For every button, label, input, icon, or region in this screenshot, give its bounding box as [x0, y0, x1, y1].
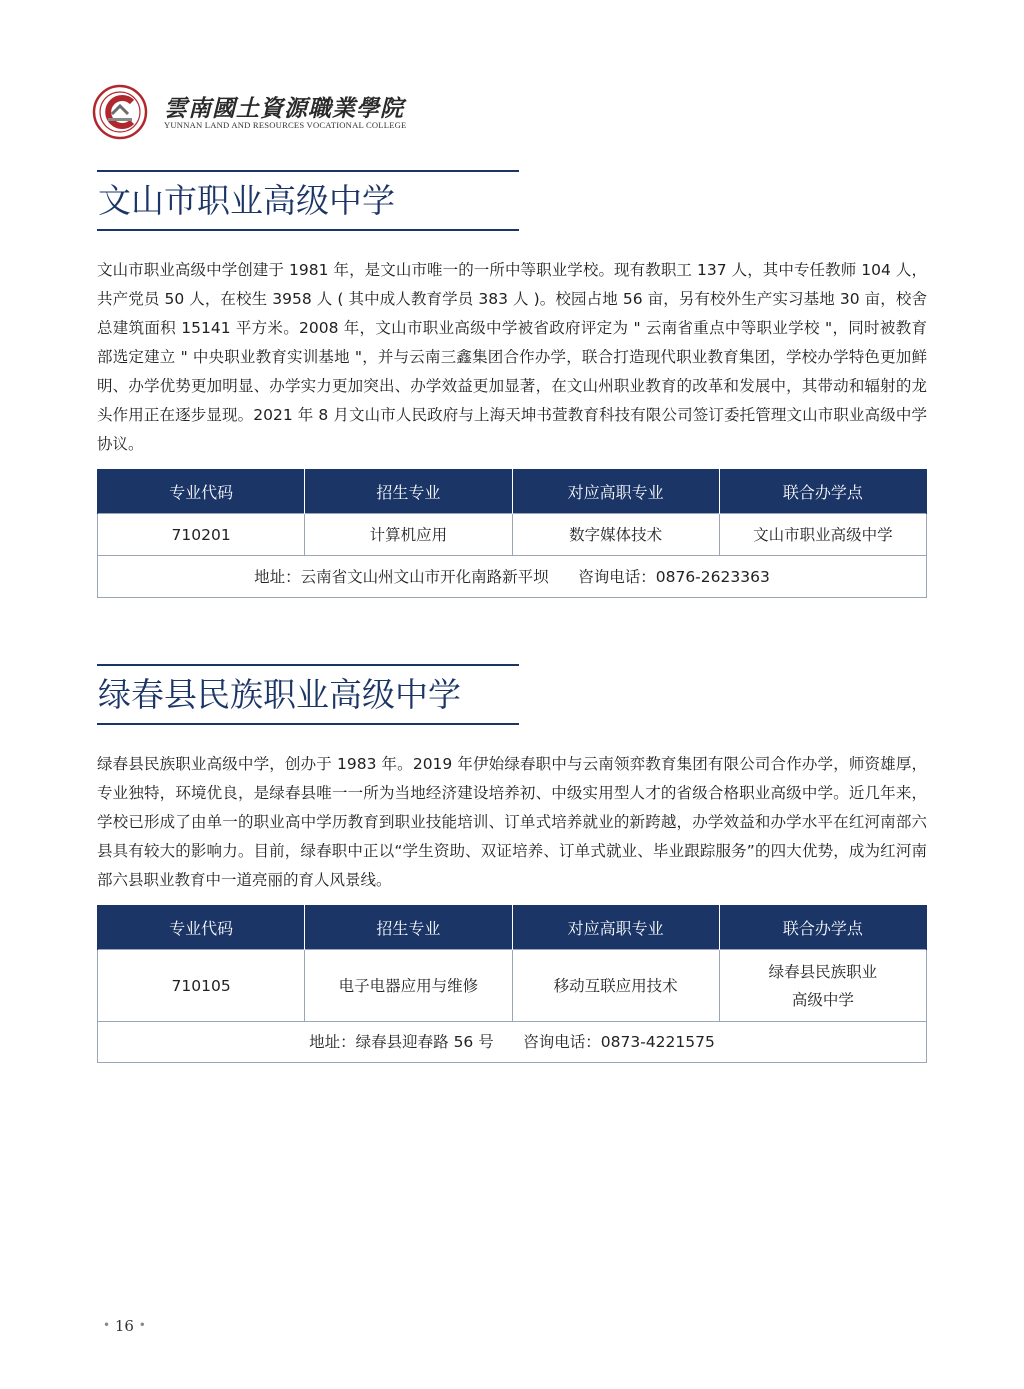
table-header-row [98, 469, 927, 514]
cell-school-line1: 绿春县民族职业 [768, 962, 878, 981]
header-college-major: 对应高职专业 [512, 905, 719, 950]
table-row [98, 514, 927, 556]
section-description: 绿春县民族职业高级中学，创办于 1983 年。2019 年伊始绿春职中与云南领弈教育集团有限公司合作办学，师资雄厚，专业独特，环境优良，是绿春县唯一一所为当地经济建设培养初、中级实用型人才的省级合格职业高级中学。近几年来，学校已形成了由单一的职业高中学历教育到职业技能培训、订单式培养就业的新跨越，办学效益和办学水平在红河南部六县具有较大的影响力。目前，绿春职中正以“学生资助、双证培养、订单式就业、毕业跟踪服务”的四大优势，成为红河南部六县职业教育中一道亮丽的育人风景线。 [97, 755, 927, 889]
header-school: 联合办学点 [719, 905, 926, 950]
section-title: 文山市职业高级中学 [98, 181, 395, 220]
cell-school-line2: 高级中学 [791, 990, 854, 1009]
logo-english-name: YUNNAN LAND AND RESOURCES VOCATIONAL COLLEGE [164, 120, 407, 130]
cell-major: 电子电器应用与维修 [305, 950, 512, 1022]
cell-major: 计算机应用 [305, 514, 512, 556]
section-description: 文山市职业高级中学创建于 1981 年，是文山市唯一的一所中等职业学校。现有教职工 137 人，其中专任教师 104 人，共产党员 50 人，在校生 3958 人 ( 其中成人教育学员 383 人 )。校园占地 56 亩，另有校外生产实习基地 30 亩，校舍总建筑面积 15141 平方米。2008 年，文山市职业高级中学被省政府评定为 " 云南省重点中等职业学校 "，同时被教育部选定建立 " 中央职业教育实训基地 "，并与云南三鑫集团合作办学，联合打造现代职业教育集团，学校办学特色更加鲜明、办学优势更加明显、办学实力更加突出、办学效益更加显著，在文山州职业教育的改革和发展中，其带动和辐射的龙头作用正在逐步显现。2021 年 8 月文山市人民政府与上海天坤书萱教育科技有限公司签订委托管理文山市职业高级中学协议。 [97, 261, 927, 453]
college-logo [92, 84, 407, 140]
address-cell: 地址：绿春县迎春路 56 号 咨询电话：0873-4221575 [98, 1022, 927, 1063]
bullet-dot-icon: • [138, 1318, 146, 1332]
address-row [98, 556, 927, 598]
page-footer [103, 1317, 146, 1335]
program-table [97, 469, 927, 598]
section-lvchun [97, 664, 927, 1063]
address-cell: 地址：云南省文山州文山市开化南路新平坝 咨询电话：0876-2623363 [98, 556, 927, 598]
cell-school: 文山市职业高级中学 [719, 514, 926, 556]
table-header-row [98, 905, 927, 950]
header-college-major: 对应高职专业 [512, 469, 719, 514]
section-title: 绿春县民族职业高级中学 [98, 675, 461, 714]
college-seal-icon [92, 84, 152, 140]
header-major: 招生专业 [305, 469, 512, 514]
cell-college-major: 数字媒体技术 [512, 514, 719, 556]
logo-chinese-name: 雲南國土資源職業學院 [164, 95, 404, 122]
section-wenshan [97, 170, 927, 598]
cell-code: 710201 [98, 514, 305, 556]
page-number: 16 [114, 1317, 134, 1335]
header-school: 联合办学点 [719, 469, 926, 514]
header-major: 招生专业 [305, 905, 512, 950]
section-title-frame [97, 664, 519, 725]
table-row [98, 950, 927, 1022]
program-table [97, 905, 927, 1063]
cell-code: 710105 [98, 950, 305, 1022]
cell-school [719, 950, 926, 1022]
header-code: 专业代码 [98, 905, 305, 950]
address-row [98, 1022, 927, 1063]
header-code: 专业代码 [98, 469, 305, 514]
section-title-frame [97, 170, 519, 231]
bullet-dot-icon: • [103, 1318, 111, 1332]
cell-college-major: 移动互联应用技术 [512, 950, 719, 1022]
